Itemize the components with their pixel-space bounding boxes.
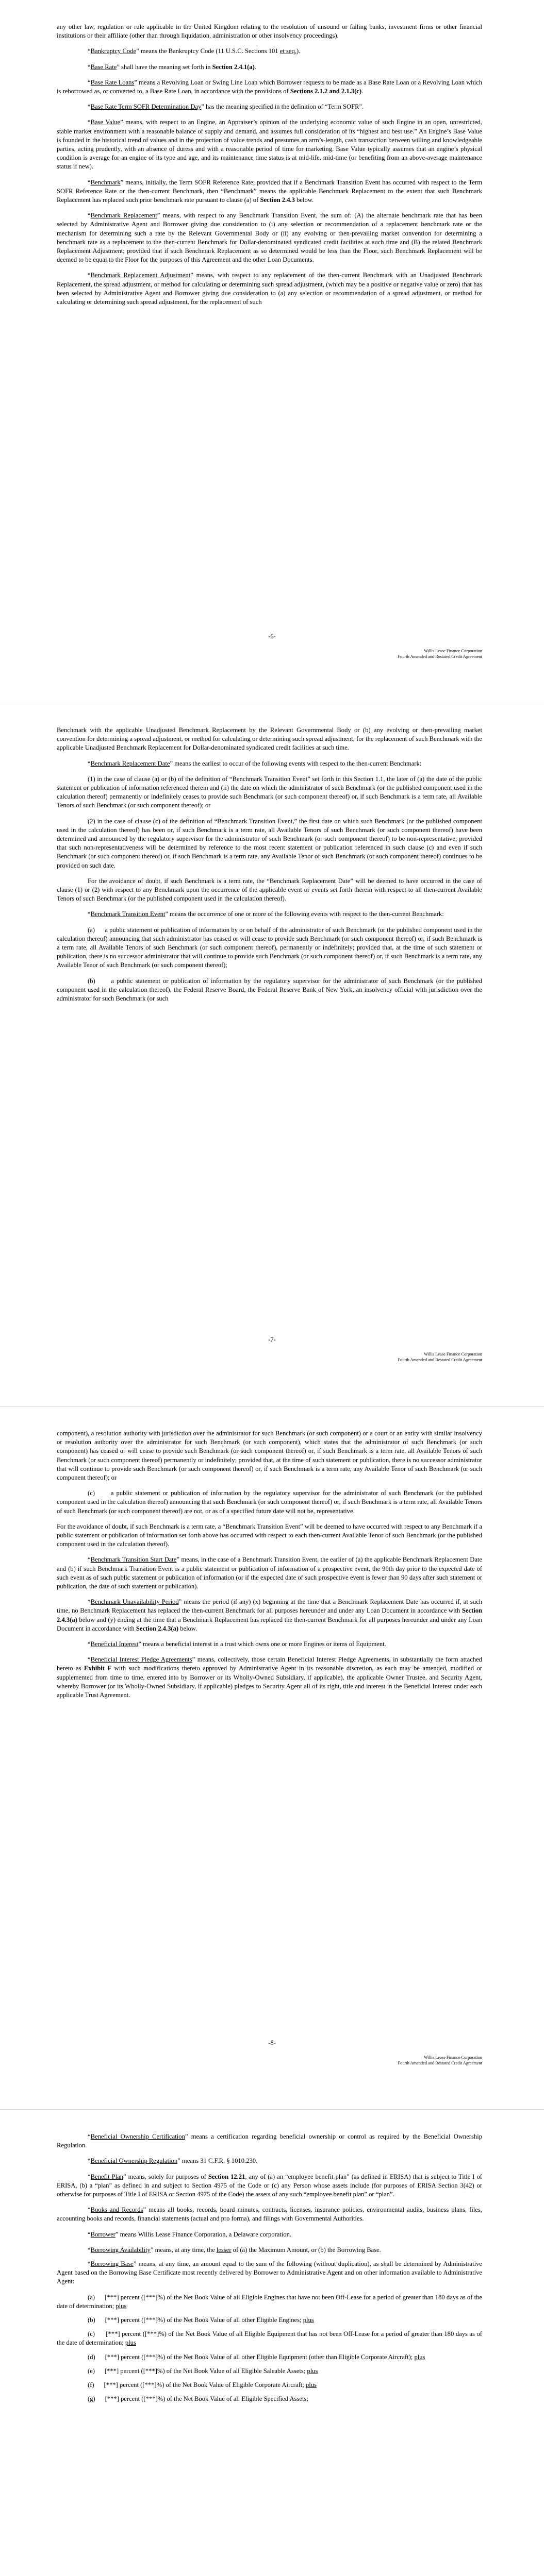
- footer-company: Willis Lease Finance Corporation: [424, 2055, 482, 2060]
- footer-company: Willis Lease Finance Corporation: [424, 1352, 482, 1357]
- document-page: [0, 703, 544, 1406]
- body-paragraph: Benchmark with the applicable Unadjusted Benchmark Replacement by the Relevant Governmental Body or (b) any evolving or then-prevailing market convention for determining a spread adjustment, or method for calculating or determining such spread adjustment, for the replacement of such Benchmark with the applicable Unadjusted Benchmark Replacement for Dollar-denominated syndicated credit facilities at such time.: [57, 726, 482, 752]
- body-paragraph: “Beneficial Ownership Regulation” means 31 C.F.R. § 1010.230.: [88, 2157, 258, 2165]
- body-paragraph: (b) a public statement or publication of information by the regulatory supervisor for the administrator of such Benchmark (or the published component used in the calculation thereof), the Federal Reserve Board, the Federal Reserve Bank of New York, an insolvency official with jurisdiction over the administrator for such Benchmark (or such: [57, 977, 482, 1003]
- body-paragraph: For the avoidance of doubt, if such Benchmark is a term rate, the “Benchmark Replacement Date” will be deemed to have occurred in the case of clause (1) or (2) with respect to any Benchmark upon the occurrence of the applicable event or events set forth therein with respect to all then-current Available Tenors of such Benchmark (or the published component used in the calculation thereof).: [57, 877, 482, 903]
- body-paragraph: (c) [***] percent ([***]%) of the Net Book Value of all Eligible Equipment that has not been Off-Lease for a period of greater than 180 days as of the date of determination; plus: [57, 2330, 482, 2347]
- body-paragraph: “Beneficial Ownership Certification” means a certification regarding beneficial ownership or control as required by the Beneficial Ownership Regulation.: [57, 2133, 482, 2149]
- body-paragraph: “Benchmark Replacement Adjustment” means, with respect to any replacement of the then-current Benchmark with an Unadjusted Benchmark Replacement, the spread adjustment, or method for calculating or determining such spread adjustment, (which may be a positive or negative value or zero) that has been selected by Administrative Agent and Borrower giving due consideration to (a) any selection or recommendation of a spread adjustment, or method for calculating or determining such spread adjustment, for the replacement of such: [57, 272, 483, 306]
- body-paragraph: “Base Rate” shall have the meaning set forth in Section 2.4.1(a).: [88, 63, 257, 71]
- body-paragraph: (f) [***] percent ([***]%) of the Net Book Value of Eligible Corporate Aircraft; plus: [88, 2381, 317, 2389]
- footer-agreement-title: Fourth Amended and Restated Credit Agreement: [398, 1358, 482, 1362]
- body-paragraph: “Beneficial Interest” means a beneficial interest in a trust which owns one or more Engines or items of Equipment.: [88, 1640, 386, 1648]
- body-paragraph: “Benchmark Transition Start Date” means, in the case of a Benchmark Transition Event, the earlier of (a) the applicable Benchmark Replacement Date and (b) if such Benchmark Transition Event is a public statement or publication of information of a prospective event, the 90th day prior to the expected date of such event as of such public statement or publication of information (or if the expected date of such prospective event is fewer than 90 days after such statement or publication, the date of such statement or publication).: [57, 1556, 482, 1590]
- body-paragraph: (d) [***] percent ([***]%) of the Net Book Value of all other Eligible Equipment (other than Eligible Corporate Aircraft); plus: [88, 2353, 425, 2361]
- footer-agreement-title: Fourth Amended and Restated Credit Agreement: [398, 2061, 482, 2065]
- body-paragraph: “Benchmark Replacement” means, with respect to any Benchmark Transition Event, the sum of: (A) the alternate benchmark rate that has been selected by Administrative Agent and Borrower giving due consideration to (i) any selection or recommendation of a replacement benchmark rate or the mechanism for determining such a rate by the Relevant Governmental Body or (ii) any evolving or then-prevailing market convention for determining a benchmark rate as a replacement to the then-current Benchmark for Dollar-denominated syndicated credit facilities at such time and (B) the related Benchmark Replacement Adjustment; provided that if such Benchmark Replacement as so determined would be less than the Floor, such Benchmark Replacement will be deemed to be equal to the Floor for the purposes of this Agreement and the other Loan Documents.: [57, 212, 482, 264]
- body-paragraph: “Borrower” means Willis Lease Finance Corporation, a Delaware corporation.: [88, 2230, 292, 2238]
- body-paragraph: “Base Rate Loans” means a Revolving Loan or Swing Line Loan which Borrower requests to be made as a Base Rate Loan or a Revolving Loan which is reborrowed as, or converted to, a Base Rate Loan, in accordance with the provisions of Sections 2.1.2 and 2.1.3(c).: [57, 78, 482, 95]
- page-footer: [398, 1351, 482, 1363]
- body-paragraph: any other law, regulation or rule applicable in the United Kingdom relating to the resolution of unsound or failing banks, investment firms or other financial institutions or their affiliate (other than through liquidation, administration or other insolvency proceedings).: [57, 23, 482, 40]
- body-paragraph: “Benefit Plan” means, solely for purposes of Section 12.21, any of (a) an “employee benefit plan” (as defined in ERISA) that is subject to Title I of ERISA, (b) a “plan” as defined in and subject to Section 4975 of the Code or (c) any Person whose assets include (for purposes of ERISA Section 3(42) or otherwise for purposes of Title I of ERISA or Section 4975 of the Code) the assets of any such “employee benefit plan” or “plan”.: [57, 2173, 482, 2198]
- body-paragraph: “Base Rate Term SOFR Determination Day” has the meaning specified in the definition of “Term SOFR”.: [88, 103, 364, 111]
- body-paragraph: “Bankruptcy Code” means the Bankruptcy Code (11 U.S.C. Sections 101 et seq.).: [88, 47, 301, 55]
- document-page: [0, 2110, 544, 2576]
- body-paragraph: “Beneficial Interest Pledge Agreements” means, collectively, those certain Beneficial Interest Pledge Agreements, in substantially the form attached hereto as Exhibit F with such modifications thereto approved by Administrative Agent in its reasonable discretion, as each may be amended, modified or supplemented from time to time, entered into by Borrower or its Wholly-Owned Subsidiary, if applicable), the applicable Owner Trustee, and Security Agent, whereby Borrower (or its Wholly-Owned Subsidiary, if applicable) pledges to Security Agent all of its right, title and interest in the Beneficial Interest under each applicable Trust Agreement.: [57, 1656, 482, 1699]
- body-paragraph: (g) [***] percent ([***]%) of the Net Book Value of all Eligible Specified Assets;: [88, 2395, 308, 2403]
- page-footer: [398, 2055, 482, 2066]
- body-paragraph: “Base Value” means, with respect to an Engine, an Appraiser’s opinion of the underlying economic value of such Engine in an open, unrestricted, stable market environment with a reasonable balance of supply and demand, and assumes full consideration of its “highest and best use.” An Engine’s Base Value is founded in the historical trend of values and in the projection of value trends and presumes an arm’s-length, cash transaction between willing and knowledgeable parties, acting prudently, with an absence of duress and with a reasonable period of time for marketing. Base Value typically assumes that an engine’s physical condition is average for an engine of its type and age, and its maintenance time status is at mid-life, mid-time (or benefiting from an above-average maintenance status if new).: [57, 118, 482, 171]
- page-footer: [398, 648, 482, 659]
- body-paragraph: “Borrowing Base” means, at any time, an amount equal to the sum of the following (without duplication), as shall be determined by Administrative Agent based on the Borrowing Base Certificate most recently delivered by Borrower to Administrative Agent and on other information available to Administrative Agent:: [57, 2260, 483, 2285]
- body-paragraph: (c) a public statement or publication of information by the regulatory supervisor for the administrator of such Benchmark (or the published component used in the calculation thereof) announcing that such Benchmark (or such component thereof) or, if such Benchmark is a term rate, all Available Tenors of such Benchmark (or such component thereof) are not, or as of a specified future date will not be, representative.: [57, 1489, 482, 1515]
- body-paragraph: (a) a public statement or publication of information by or on behalf of the administrator of such Benchmark (or the published component used in the calculation thereof) announcing that such administrator has ceased or will cease to provide such Benchmark (or such component thereof) or, if such Benchmark is a term rate, all Available Tenors of such Benchmark (or such component thereof), permanently or indefinitely; provided that, at the time of such statement or publication, there is no successor administrator that will continue to provide such Benchmark (or such component thereof) or, if such Benchmark is a term rate, any Available Tenor of such Benchmark (or such component thereof);: [57, 926, 482, 969]
- body-paragraph: For the avoidance of doubt, if such Benchmark is a term rate, a “Benchmark Transition Event” will be deemed to have occurred with respect to any Benchmark if a public statement or publication of information set forth above has occurred with respect to each then-current Available Tenor of such Benchmark (or the published component used in the calculation thereof).: [57, 1522, 482, 1548]
- body-paragraph: “Books and Records” means all books, records, board minutes, contracts, licenses, insurance policies, environmental audits, business plans, files, accounting books and records, financial statements (actual and pro forma), and filings with Governmental Authorities.: [57, 2206, 482, 2223]
- body-paragraph: “Benchmark Replacement Date” means the earliest to occur of the following events with respect to the then-current Benchmark:: [88, 759, 422, 767]
- body-paragraph: “Benchmark Unavailability Period” means the period (if any) (x) beginning at the time that a Benchmark Replacement Date has occurred if, at such time, no Benchmark Replacement has replaced the then-current Benchmark for all purposes hereunder and under any Loan Document in accordance with Section 2.4.3(a) below and (y) ending at the time that a Benchmark Replacement has replaced the then-current Benchmark for all purposes hereunder and under any Loan Document in accordance with Section 2.4.3(a) below.: [57, 1598, 482, 1632]
- body-paragraph: “Benchmark” means, initially, the Term SOFR Reference Rate; provided that if a Benchmark Transition Event has occurred with respect to the Term SOFR Reference Rate or the then-current Benchmark, then “Benchmark” means the applicable Benchmark Replacement to the extent that such Benchmark Replacement has replaced such prior benchmark rate pursuant to clause (a) of Section 2.4.3 below.: [57, 178, 482, 204]
- page-number: -7-: [268, 1336, 276, 1343]
- body-paragraph: (1) in the case of clause (a) or (b) of the definition of “Benchmark Transition Event” set forth in this Section 1.1, the later of (a) the date of the public statement or publication of information referenced therein and (ii) the date on which the administrator of such Benchmark (or the published component used in the calculation thereof) permanently or indefinitely ceases to provide such Benchmark (or such component thereof) or, if such Benchmark is a term rate, all Available Tenors of such Benchmark (or such component thereof); or: [57, 775, 482, 809]
- body-paragraph: (2) in the case of clause (c) of the definition of “Benchmark Transition Event,” the first date on which such Benchmark (or the published component used in the calculation thereof) has been or, if such Benchmark is a term rate, all Available Tenors of such Benchmark (or such component thereof) have been determined and announced by the regulatory supervisor for the administrator of such Benchmark (or such component thereof) to be non-representative; provided that such non-representativeness will be determined by reference to the most recent statement or publication referenced in such clause (c) and even if such Benchmark (or such component thereof) or, if such Benchmark is a term rate, any Available Tenor of such Benchmark (or such component thereof) continues to be provided on such date.: [57, 817, 482, 869]
- document-page: [0, 0, 544, 703]
- footer-agreement-title: Fourth Amended and Restated Credit Agreement: [398, 654, 482, 659]
- body-paragraph: (e) [***] percent ([***]%) of the Net Book Value of all Eligible Saleable Assets; plus: [88, 2367, 318, 2375]
- page-number: -6-: [268, 633, 276, 640]
- footer-company: Willis Lease Finance Corporation: [424, 649, 482, 653]
- document-page: [0, 1406, 544, 2110]
- body-paragraph: component), a resolution authority with jurisdiction over the administrator for such Benchmark (or such component) or a court or an entity with similar insolvency or resolution authority over the administrator for such Benchmark (or such component), which states that the administrator of such Benchmark (or such component) has ceased or will cease to provide such Benchmark (or such component thereof) or, if such Benchmark is a term rate, all Available Tenors of such Benchmark (or such component thereof) permanently or indefinitely; provided that, at the time of such statement or publication, there is no successor administrator that will continue to provide such Benchmark (or such component thereof) or, if such Benchmark is a term rate, any Available Tenor of such Benchmark (or such component thereof); or: [57, 1430, 482, 1482]
- page-number: -8-: [268, 2039, 276, 2046]
- body-paragraph: “Benchmark Transition Event” means the occurrence of one or more of the following events with respect to the then-current Benchmark:: [88, 910, 444, 918]
- body-paragraph: (a) [***] percent ([***]%) of the Net Book Value of all Eligible Engines that have not been Off-Lease for a period of greater than 180 days as of the date of determination; plus: [57, 2293, 482, 2310]
- body-paragraph: (b) [***] percent ([***]%) of the Net Book Value of all other Eligible Engines; plus: [88, 2316, 314, 2324]
- body-paragraph: “Borrowing Availability” means, at any time, the lesser of (a) the Maximum Amount, or (b) the Borrowing Base.: [88, 2246, 381, 2253]
